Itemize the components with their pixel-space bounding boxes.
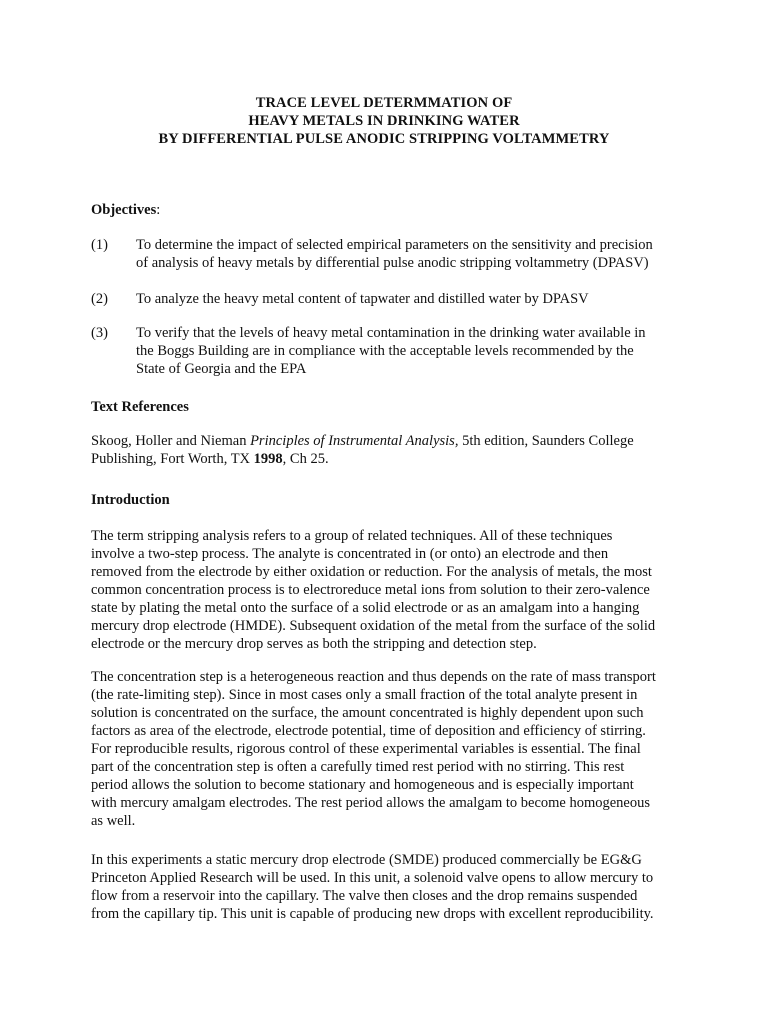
objective-line: State of Georgia and the EPA (136, 361, 307, 377)
intro-paragraph-1 (91, 527, 683, 653)
paragraph-line: In this experiments a static mercury drop electrode (SMDE) produced commercially be EG&G (91, 852, 642, 868)
objective-line: of analysis of heavy metals by differential pulse anodic stripping voltammetry (DPASV) (136, 255, 649, 271)
paragraph-line: removed from the electrode by either oxidation or reduction. For the analysis of metals, the most (91, 564, 652, 580)
paragraph-line: solution is concentrated on the surface, the amount concentrated is highly dependent upon such (91, 705, 644, 721)
objective-line: To determine the impact of selected empirical parameters on the sensitivity and precision (136, 237, 653, 253)
title-line-3: BY DIFFERENTIAL PULSE ANODIC STRIPPING VOLTAMMETRY (158, 131, 610, 147)
title-line-2: HEAVY METALS IN DRINKING WATER (248, 113, 520, 129)
paragraph-line: The term stripping analysis refers to a group of related techniques. All of these techniques (91, 528, 613, 544)
paragraph-line: common concentration process is to electroreduce metal ions from solution to their zero-valence (91, 582, 650, 598)
paragraph-line: mercury drop electrode (HMDE). Subsequent oxidation of the metal from the surface of the solid (91, 618, 656, 634)
paragraph-line: from the capillary tip. This unit is capable of producing new drops with excellent reproducibility. (91, 906, 654, 922)
objective-line: the Boggs Building are in compliance with the acceptable levels recommended by the (136, 343, 634, 359)
objectives-heading-text: Objectives (91, 202, 157, 218)
objective-text (136, 290, 696, 308)
paragraph-line: For reproducible results, rigorous control of these experimental variables is essential. The final (91, 741, 641, 757)
intro-paragraph-2 (91, 668, 683, 830)
paragraph-line: as well. (91, 813, 136, 829)
citation-authors: Skoog, Holler and Nieman (91, 433, 251, 449)
paragraph-line: (the rate-limiting step). Since in most cases only a small fraction of the total analyte present in (91, 687, 638, 703)
paragraph-line: with mercury amalgam electrodes. The rest period allows the amalgam to become homogeneous (91, 795, 651, 811)
paragraph-line: The concentration step is a heterogeneous reaction and thus depends on the rate of mass transport (91, 669, 656, 685)
citation-line-2 (91, 450, 683, 468)
objectives-heading-colon: : (156, 202, 161, 218)
citation-book-title: Principles of Instrumental Analysis, (250, 433, 459, 449)
paragraph-line: state by plating the metal onto the surface of a solid electrode or as an amalgam into a hanging (91, 600, 640, 616)
title-line-1: TRACE LEVEL DETERMMATION OF (255, 95, 513, 111)
citation-chapter: , Ch 25. (282, 451, 329, 467)
paragraph-line: part of the concentration step is often a carefully timed rest period with no stirring. This rest (91, 759, 625, 775)
citation-edition: 5th edition, Saunders College (458, 433, 634, 449)
introduction-heading: Introduction (91, 492, 170, 508)
citation-year: 1998 (253, 451, 283, 467)
objective-number: (3) (91, 325, 108, 341)
objectives-heading (91, 201, 160, 219)
text-reference-citation (91, 432, 683, 468)
paragraph-line: period allows the solution to become stationary and homogeneous and is especially important (91, 777, 634, 793)
objective-text (136, 236, 696, 272)
intro-paragraph-3 (91, 851, 683, 923)
citation-line-1 (91, 432, 683, 450)
text-references-heading: Text References (91, 399, 189, 415)
objective-text (136, 324, 696, 378)
paragraph-line: factors as area of the electrode, electrode potential, time of deposition and efficiency of stirring. (91, 723, 646, 739)
objective-number: (2) (91, 291, 108, 307)
paragraph-line: involve a two-step process. The analyte is concentrated in (or onto) an electrode and then (91, 546, 609, 562)
objective-line: To verify that the levels of heavy metal contamination in the drinking water available in (136, 325, 646, 341)
citation-publisher: Publishing, Fort Worth, TX (91, 451, 254, 467)
document-title (0, 94, 768, 148)
objective-line: To analyze the heavy metal content of tapwater and distilled water by DPASV (136, 291, 589, 307)
paragraph-line: electrode or the mercury drop serves as both the stripping and detection step. (91, 636, 537, 652)
paragraph-line: Princeton Applied Research will be used. In this unit, a solenoid valve opens to allow mercury to (91, 870, 654, 886)
objective-number: (1) (91, 237, 108, 253)
paragraph-line: flow from a reservoir into the capillary. The valve then closes and the drop remains suspended (91, 888, 638, 904)
